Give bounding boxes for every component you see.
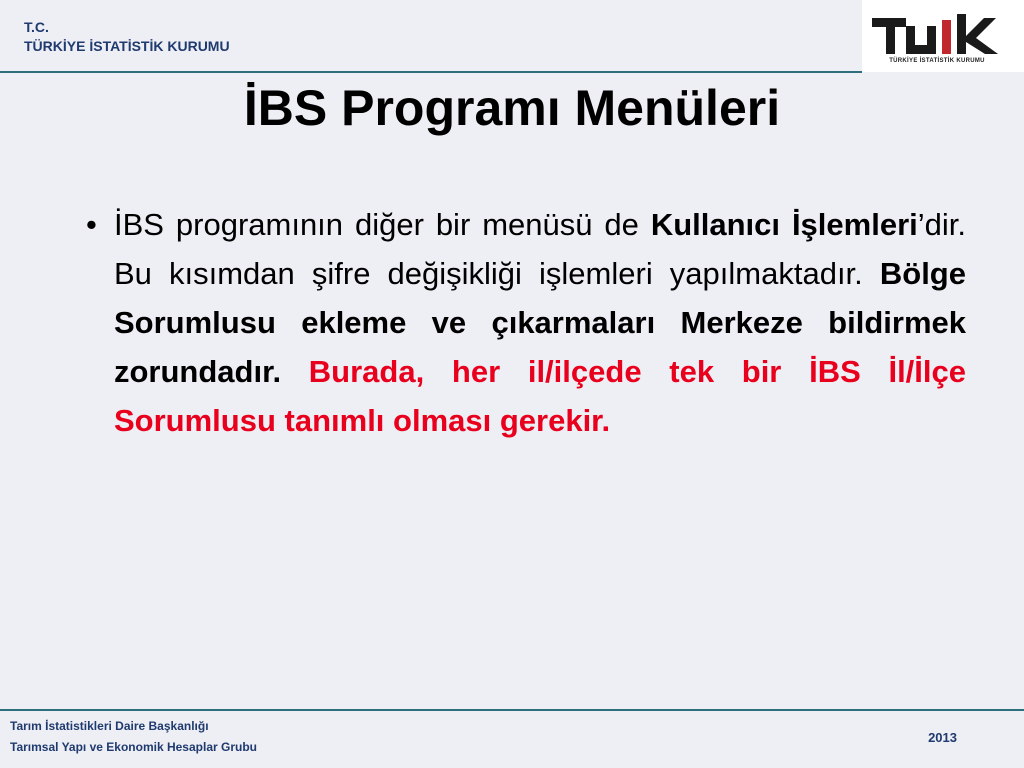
slide-title: İBS Programı Menüleri bbox=[243, 80, 781, 136]
header-line-institution: TÜRKİYE İSTATİSTİK KURUMU bbox=[24, 38, 230, 54]
paragraph-text-2: ’dir. Bu kısımdan şifre değişikliği işlemleri yapılmaktadır. bbox=[114, 207, 966, 291]
footer-year: 2013 bbox=[928, 730, 957, 745]
slide-body bbox=[86, 200, 966, 445]
tuik-logo-icon bbox=[872, 12, 1002, 58]
paragraph-bold-1: Kullanıcı İşlemleri bbox=[650, 207, 918, 242]
organization-header bbox=[24, 18, 230, 56]
tuik-logo bbox=[862, 0, 1024, 72]
header-divider bbox=[0, 71, 862, 73]
footer-line-1: Tarım İstatistikleri Daire Başkanlığı bbox=[10, 719, 209, 733]
footer-department bbox=[10, 716, 257, 758]
header-line-tc: T.C. bbox=[24, 19, 49, 35]
footer-divider bbox=[0, 709, 1024, 711]
bullet-marker: • bbox=[86, 207, 97, 242]
logo-subtitle: TÜRKİYE İSTATİSTİK KURUMU bbox=[889, 58, 985, 64]
footer-line-2: Tarımsal Yapı ve Ekonomik Hesaplar Grubu bbox=[10, 740, 257, 754]
paragraph-text-1: İBS programının diğer bir menüsü de bbox=[114, 207, 651, 242]
paragraph-bold-2: Bölge Sorumlusu ekleme ve çıkarmaları Merkeze bildirmek zorundadır. bbox=[114, 256, 966, 389]
bullet-paragraph bbox=[114, 200, 966, 445]
paragraph-highlight: Burada, her il/ilçede tek bir İBS İl/İlçe Sorumlusu tanımlı olması gerekir. bbox=[114, 354, 966, 438]
